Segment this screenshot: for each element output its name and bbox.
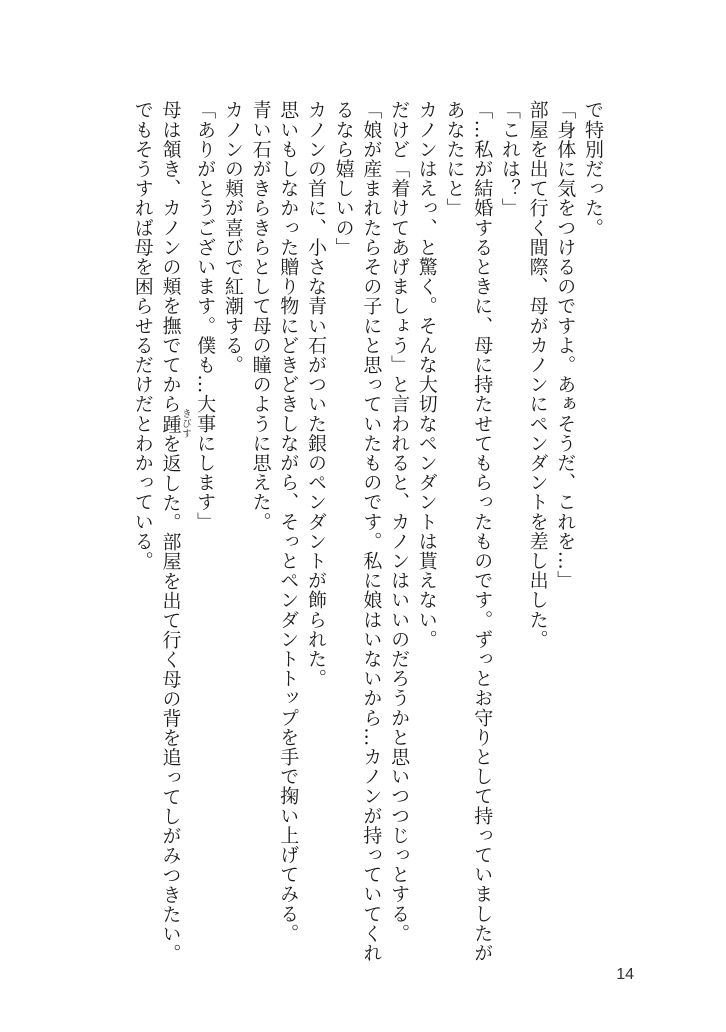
text-line: あなたにと」 (443, 100, 466, 218)
text-line: るなら嬉しいの」 (332, 100, 355, 257)
text-line: 「…私が結婚するときに、母に持たせてもらったものです。ずっとお守りとして持っていましたが (471, 100, 494, 963)
text-line: 「身体に気をつけるのですよ。あぁそうだ、これを…」 (554, 100, 577, 590)
ruby-line-before: 母は頷き、カノンの頬を撫でてから (159, 100, 182, 414)
ruby-reading: きびす (179, 408, 191, 439)
ruby-base: 踵 (159, 408, 182, 439)
ruby-annotation (159, 408, 191, 439)
text-line: 思いもしなかった贈り物にどきどきしながら、そっとペンダントトップを手で掬い上げてみる。 (277, 100, 300, 943)
text-line: カノンはえっ、と驚く。そんな大切なペンダントは貰えない。 (415, 100, 438, 649)
text-line: 部屋を出て行く間際、母がカノンにペンダントを差し出した。 (526, 100, 549, 649)
text-line: カノンの首に、小さな青い石がついた銀のペンダントが飾られた。 (304, 100, 327, 688)
text-line: でもそうすれば母を困らせるだけだとわかっている。 (131, 100, 154, 571)
text-line: 「娘が産まれたらその子にと思っていたものです。私に娘はいないから…カノンが持っていてくれ (360, 100, 383, 963)
ruby-line-after: を返した。部屋を出て行く母の背を追ってしがみつきたい。 (159, 433, 182, 964)
text-line: カノンの頬が喜びで紅潮する。 (221, 100, 244, 375)
text-line: で特別だった。 (582, 100, 604, 238)
text-line: だけど「着けてあげましょう」と言われると、カノンはいいのだろうかと思いつつじっとする。 (388, 100, 411, 943)
page-number: 14 (616, 966, 634, 983)
text-line: 「これは？」 (498, 100, 521, 218)
vertical-text-block (128, 100, 606, 964)
text-line-with-ruby (156, 100, 191, 964)
text-line: 青い石がきらきらとして母の瞳のように思えた。 (249, 100, 272, 532)
text-line: 「ありがとうございます。僕も…大事にします」 (194, 100, 217, 532)
